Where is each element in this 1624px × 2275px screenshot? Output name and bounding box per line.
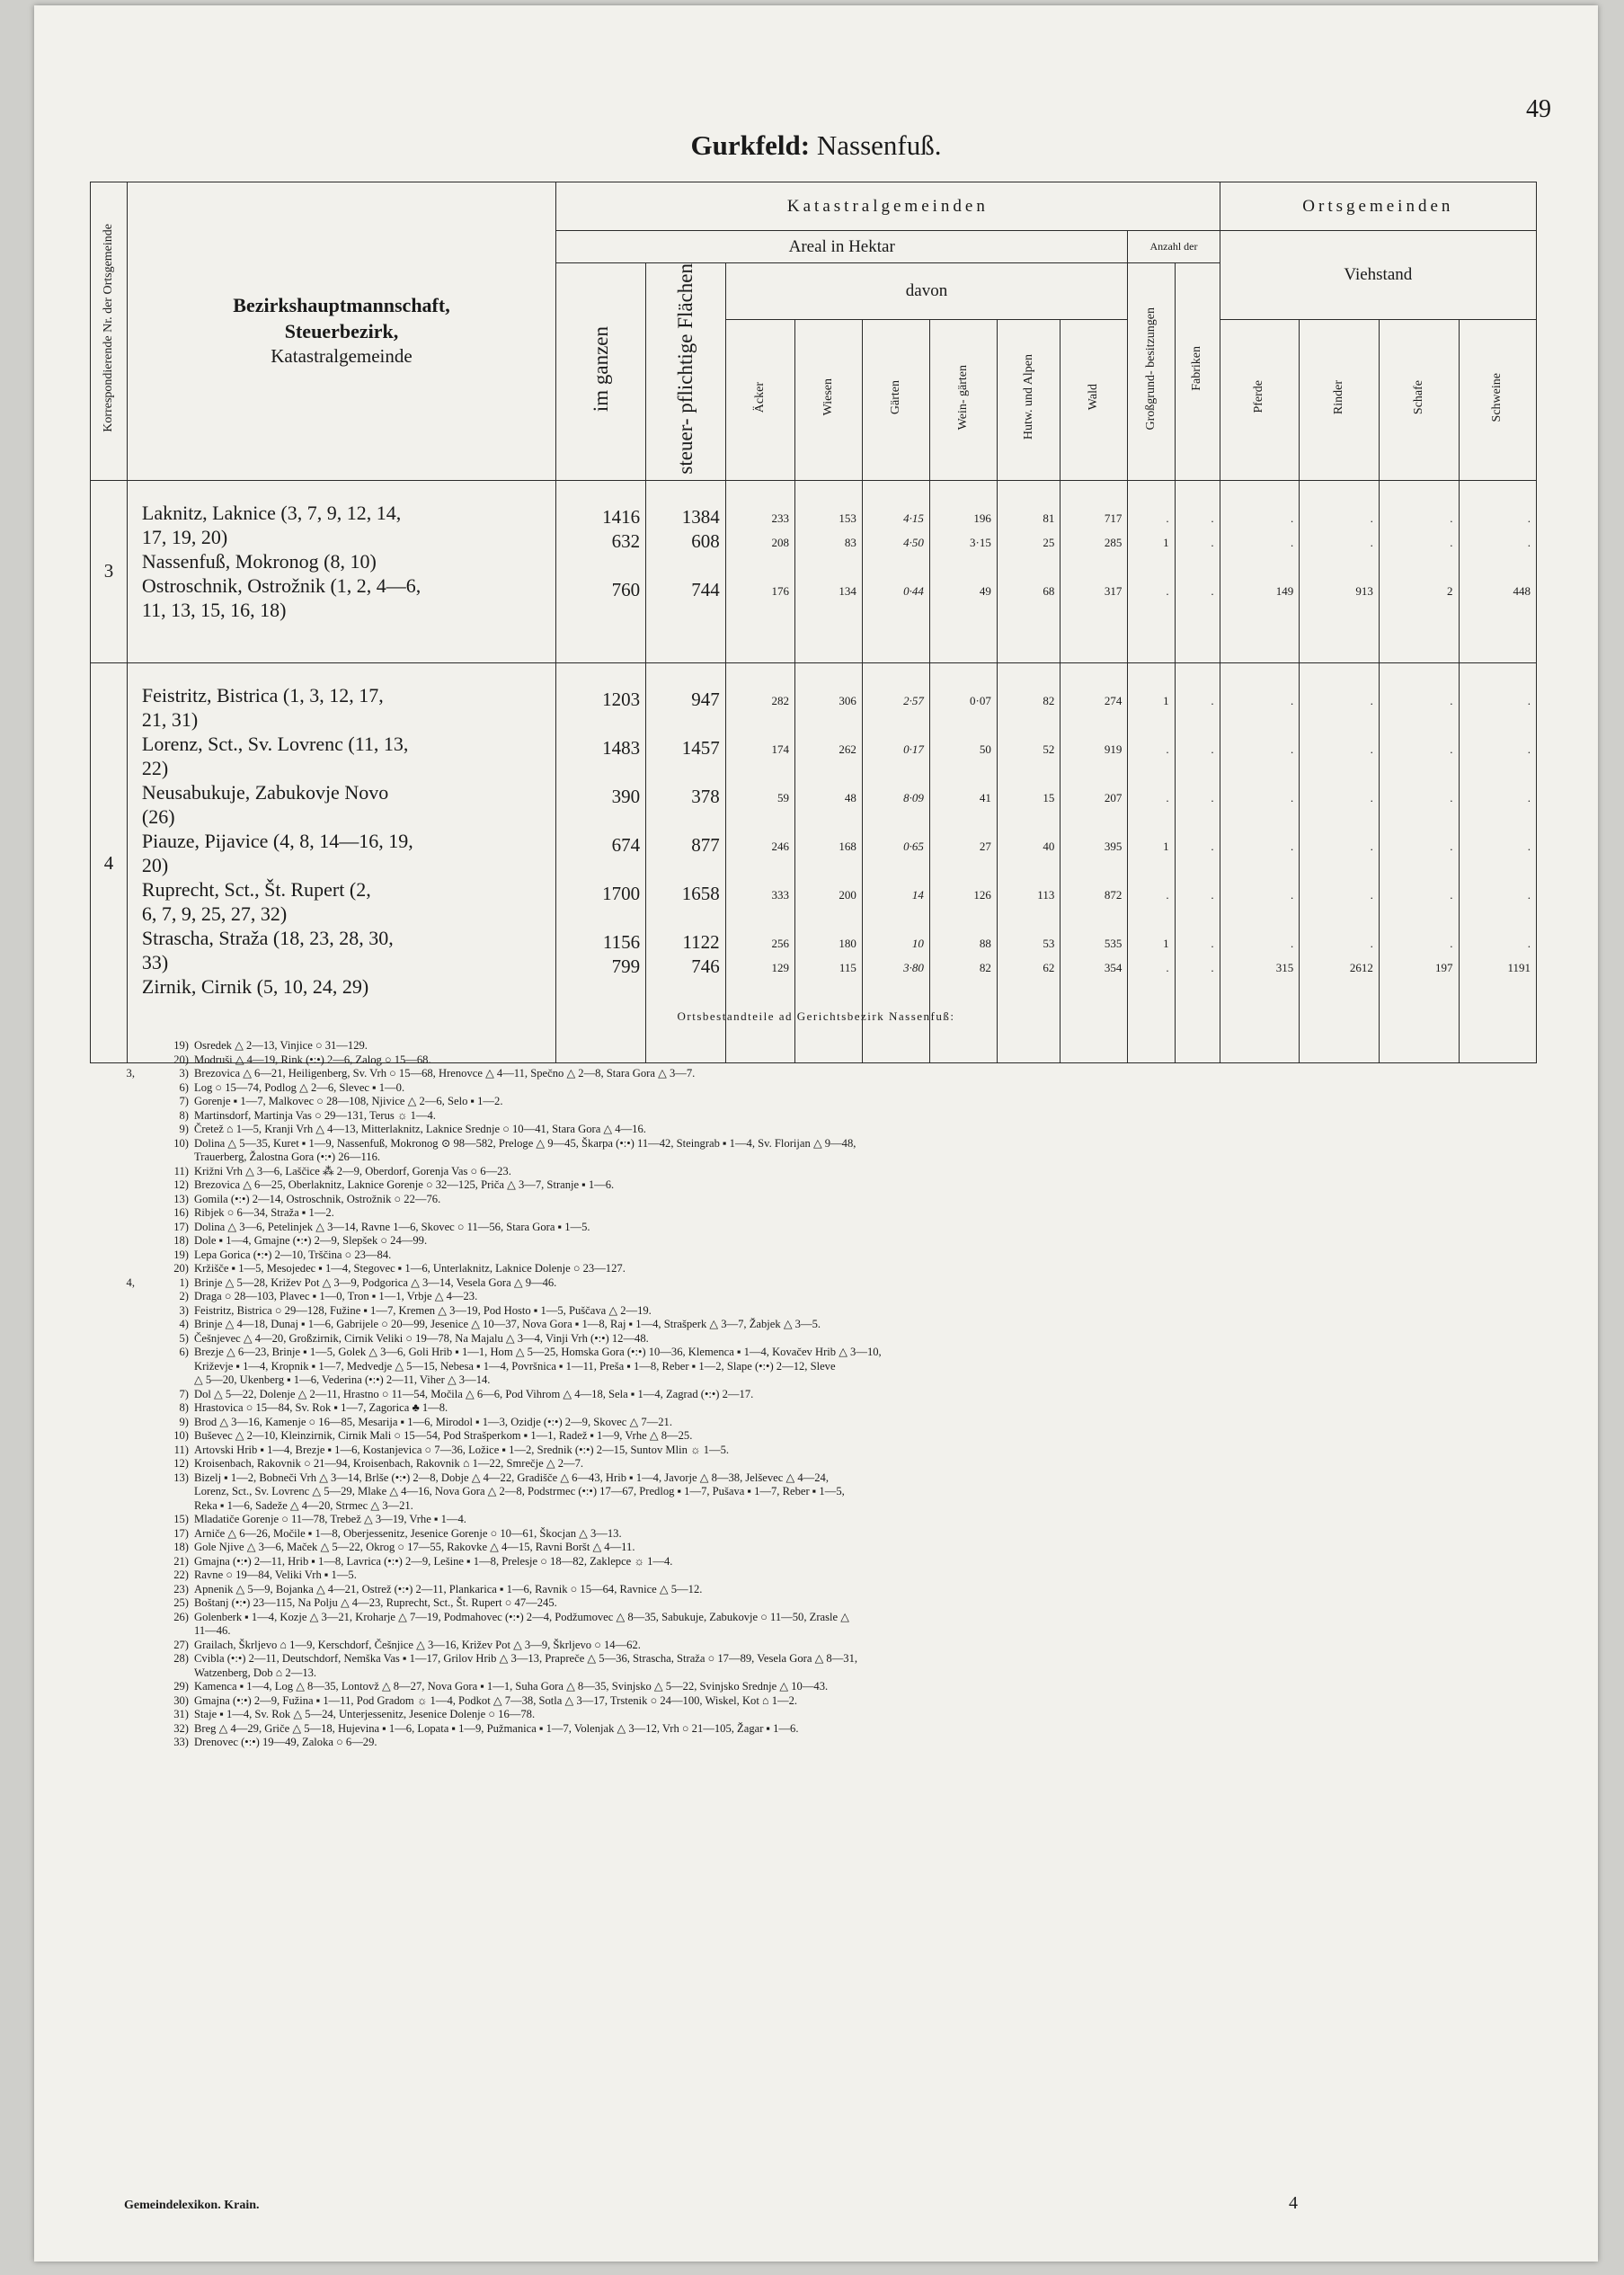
section-number: 13) xyxy=(173,1471,189,1484)
list-item xyxy=(122,1165,1524,1179)
katastralgemeinden-header: Katastralgemeinden xyxy=(556,182,1220,231)
locality-text: Kroisenbach, Rakovnik ○ 21—94, Kroisenbach, Rakovnik ⌂ 1—22, Smrečje △ 2—7. xyxy=(194,1457,584,1470)
page-title xyxy=(34,129,1598,162)
locality-text: Brod △ 3—16, Kamenje ○ 16—85, Mesarija ▪ 1—6, Mirodol ▪ 1—3, Ozidje (•:•) 2—9, Skovec △ 7—21. xyxy=(194,1415,672,1428)
acker-values: 282 174 59 246 333 256 129 xyxy=(725,663,794,1063)
locality-text: Gole Njive △ 3—6, Maček △ 5—22, Okrog ○ 17—55, Rakovke △ 4—15, Ravni Boršt △ 4—11. xyxy=(194,1541,635,1553)
locality-text: Dolina △ 3—6, Petelinjek △ 3—14, Ravne 1—6, Skovec ○ 11—56, Stara Gora ▪ 1—5. xyxy=(194,1220,590,1233)
section-number: 3) xyxy=(179,1303,189,1317)
table-row-group-4 xyxy=(91,663,1537,1063)
locality-text: Brezovica △ 6—21, Heiligenberg, Sv. Vrh ○ 15—68, Hrenovce △ 4—11, Spečno △ 2—8, Stara Gora △ 3—7. xyxy=(194,1067,696,1080)
section-number: 8) xyxy=(179,1401,189,1414)
section-number: 10) xyxy=(173,1429,189,1442)
steuerpflichtig-values: 1384 608 744 xyxy=(646,480,726,663)
schafe-values: . . . . . . 197 xyxy=(1379,663,1459,1063)
hutweiden-values: 82 52 15 40 113 53 62 xyxy=(997,663,1060,1063)
list-item xyxy=(122,1360,1524,1374)
section-number: 31) xyxy=(173,1708,189,1720)
list-item xyxy=(122,1583,1524,1597)
locality-text: Buševec △ 2—10, Kleinzirnik, Cirnik Mali ○ 15—54, Pod Strašperkom ▪ 1—1, Radež ▪ 1—9, Vrhe △ 8—25. xyxy=(194,1429,693,1442)
im-ganzen-values: 1416 632 760 xyxy=(556,480,646,663)
section-number: 21) xyxy=(173,1554,189,1568)
section-number: 25) xyxy=(173,1596,189,1609)
list-item xyxy=(122,1471,1524,1486)
section-number: 15) xyxy=(173,1513,189,1525)
list-item xyxy=(122,1652,1524,1666)
section-number: 1) xyxy=(179,1275,189,1289)
list-item xyxy=(122,1249,1524,1263)
locality-text: Arniče △ 6—26, Močile ▪ 1—8, Oberjessenitz, Jesenice Gorenje ○ 10—61, Škocjan △ 3—13. xyxy=(194,1526,622,1540)
locality-text: Apnenik △ 5—9, Bojanka △ 4—21, Ostrež (•:•) 2—11, Plankarica ▪ 1—6, Ravnik ○ 15—64, Ravnice △ 5—12. xyxy=(194,1582,703,1595)
list-item xyxy=(122,1694,1524,1709)
section-number: 19) xyxy=(173,1248,189,1261)
locality-text: Gmajna (•:•) 2—9, Fužina ▪ 1—11, Pod Gradom ☼ 1—4, Podkot △ 7—38, Sotla △ 3—17, Trstenik ○ 24—100, Wiskel, Kot ⌂ 1—2. xyxy=(194,1693,798,1707)
locality-text: Kamenca ▪ 1—4, Log △ 8—35, Lontovž △ 8—27, Nova Gora ▪ 1—1, Suha Gora △ 8—35, Svinjsko △ 5—22, Svinjsko Srednje △ 10—43. xyxy=(194,1680,829,1693)
list-item xyxy=(122,1611,1524,1625)
list-item xyxy=(122,1332,1524,1346)
list-item xyxy=(122,1513,1524,1527)
locality-text: Staje ▪ 1—4, Sv. Rok △ 5—24, Unterjessenitz, Jesenice Dolenje ○ 16—78. xyxy=(194,1708,536,1720)
fabriken-values: . . . . . . . xyxy=(1175,663,1220,1063)
locality-text: Watzenberg, Dob ⌂ 2—13. xyxy=(194,1666,317,1679)
steuerpflichtig-header: steuer- pflichtige Flächen xyxy=(646,263,726,481)
acker-header: Äcker xyxy=(725,319,794,480)
locality-text: Brezje △ 6—23, Brinje ▪ 1—5, Golek △ 3—6, Goli Hrib ▪ 1—1, Hom △ 5—25, Homska Gora (•:•) 10—36, Klemenca ▪ 1—4, Kovačev Hrib △ 3—10, xyxy=(194,1346,882,1358)
im-ganzen-values: 1203 1483 390 674 1700 1156 799 xyxy=(556,663,646,1063)
locality-text: Boštanj (•:•) 23—115, Na Polju △ 4—23, Ruprecht, Sct., Št. Rupert ○ 47—245. xyxy=(194,1596,557,1609)
davon-header: davon xyxy=(725,263,1128,320)
section-number: 7) xyxy=(179,1095,189,1107)
weingaerten-header: Wein- gärten xyxy=(929,319,997,480)
section-number: 7) xyxy=(179,1387,189,1400)
section-number: 23) xyxy=(173,1582,189,1595)
locality-text: Drenovec (•:•) 19—49, Zaloka ○ 6—29. xyxy=(194,1736,377,1748)
katastral-names: Feistritz, Bistrica (1, 3, 12, 17, 21, 31) Lorenz, Sct., Sv. Lovrenc (11, 13, 22) Neusabukuje, Zabukovje Novo (26) Piauze, Pijavice (4, 8, 14—16, 19, 20) Ruprecht, Sct., Št. Rupert (2, 6, 7, 9, 25, 27, 32) Strascha, Straža (18, 23, 28, 30, 33) Zirnik, Cirnik (5, 10, 24, 29) xyxy=(127,663,555,1063)
locality-text: Ravne ○ 19—84, Veliki Vrh ▪ 1—5. xyxy=(194,1569,357,1581)
section-number: 30) xyxy=(173,1693,189,1707)
rinder-values: . . 913 xyxy=(1300,480,1380,663)
footer-publication: Gemeindelexikon. Krain. xyxy=(124,2199,260,2212)
wald-header: Wald xyxy=(1060,319,1128,480)
locality-text: Gomila (•:•) 2—14, Ostroschnik, Ostrožnik ○ 22—76. xyxy=(194,1192,441,1205)
locality-text: Cvibla (•:•) 2—11, Deutschdorf, Nemška Vas ▪ 1—17, Grilov Hrib △ 3—13, Prapreče △ 5—36, Strascha, Straža ○ 17—89, Vesela Gora △ 8—31, xyxy=(194,1652,858,1665)
list-item xyxy=(122,1318,1524,1332)
section-number: 17) xyxy=(173,1220,189,1233)
pferde-values: . . 149 xyxy=(1220,480,1300,663)
list-item xyxy=(122,1457,1524,1471)
gaerten-values: 2·57 0·17 8·09 0·65 14 10 3·80 xyxy=(862,663,929,1063)
locality-text: Artovski Hrib ▪ 1—4, Brezje ▪ 1—6, Kostanjevica ○ 7—36, Ložice ▪ 1—2, Srednik (•:•) 2—15, Suntov Mlin ☼ 1—5. xyxy=(194,1443,730,1456)
section-number: 8) xyxy=(179,1108,189,1122)
list-item xyxy=(122,1666,1524,1681)
section-number: 3) xyxy=(179,1067,189,1080)
wald-values: 274 919 207 395 872 535 354 xyxy=(1060,663,1128,1063)
list-item xyxy=(122,1373,1524,1388)
section-number: 12) xyxy=(173,1457,189,1470)
locality-text: Gorenje ▪ 1—7, Malkovec ○ 28—108, Njivice △ 2—6, Selo ▪ 1—2. xyxy=(194,1095,503,1107)
list-item xyxy=(122,1429,1524,1444)
section-number: 10) xyxy=(173,1136,189,1150)
locality-text: Feistritz, Bistrica ○ 29—128, Fužine ▪ 1—7, Kremen △ 3—19, Pod Hosto ▪ 1—5, Puščava △ 2—19. xyxy=(194,1303,652,1317)
locality-text: Lorenz, Sct., Sv. Lovrenc △ 5—29, Mlake △ 4—16, Nova Gora △ 2—8, Podstrmec (•:•) 17—67, Predlog ▪ 1—7, Pušava ▪ 1—7, Reber ▪ 1—5, xyxy=(194,1485,845,1497)
section-number: 5) xyxy=(179,1331,189,1345)
korresp-nr-header: Korrespondierende Nr. der Ortsgemeinde xyxy=(91,182,128,481)
locality-text: Brezovica △ 6—25, Oberlaknitz, Laknice Gorenje ○ 32—125, Priča △ 3—7, Stranje ▪ 1—6. xyxy=(194,1178,615,1191)
katastral-names: Laknitz, Laknice (3, 7, 9, 12, 14, 17, 19, 20) Nassenfuß, Mokronog (8, 10) Ostroschnik, Ostrožnik (1, 2, 4—6, 11, 13, 15, 16, 18) xyxy=(127,480,555,663)
areal-header: Areal in Hektar xyxy=(556,231,1128,263)
locality-text: Log ○ 15—74, Podlog △ 2—6, Slevec ▪ 1—0. xyxy=(194,1080,405,1094)
section-number: 16) xyxy=(173,1206,189,1219)
locality-text: Martinsdorf, Martinja Vas ○ 29—131, Terus ☼ 1—4. xyxy=(194,1108,436,1122)
rinder-header: Rinder xyxy=(1300,319,1380,480)
locality-text: Grailach, Škrljevo ⌂ 1—9, Kerschdorf, Češnjice △ 3—16, Križev Pot △ 3—9, Škrljevo ○ 14—62. xyxy=(194,1638,641,1651)
locality-text: Dolina △ 5—35, Kuret ▪ 1—9, Nassenfuß, Mokronog ⊙ 98—582, Preloge △ 9—45, Škarpa (•:•) 11—42, Steingrab ▪ 1—4, Sv. Florijan △ 9—48, xyxy=(194,1136,856,1150)
schweine-values: . . 448 xyxy=(1459,480,1537,663)
title-court-district: Nassenfuß. xyxy=(816,129,942,161)
statistics-table xyxy=(90,182,1537,999)
section-number: 26) xyxy=(173,1610,189,1623)
page-number: 49 xyxy=(1526,95,1551,123)
schafe-header: Schafe xyxy=(1379,319,1459,480)
section-number: 9) xyxy=(179,1415,189,1428)
list-item xyxy=(122,1736,1524,1750)
list-item xyxy=(122,1541,1524,1555)
list-item xyxy=(122,1596,1524,1611)
list-item xyxy=(122,1624,1524,1639)
im-ganzen-header: im ganzen xyxy=(556,263,646,481)
gaerten-values: 4·15 4·50 0·44 xyxy=(862,480,929,663)
list-item xyxy=(122,1081,1524,1096)
list-item xyxy=(122,1221,1524,1235)
ortsbestandteile-list xyxy=(122,1039,1524,1750)
grossgrund-values: 1 . . 1 . 1 . xyxy=(1128,663,1175,1063)
pferde-values: . . . . . . 315 xyxy=(1220,663,1300,1063)
list-item xyxy=(122,1401,1524,1416)
hutweiden-values: 81 25 68 xyxy=(997,480,1060,663)
locality-text: Modruši △ 4—19, Rink (•:•) 2—6, Zalog ○ 15—68. xyxy=(194,1053,431,1066)
document-page xyxy=(34,5,1598,2262)
group-number: 3 xyxy=(91,480,128,663)
section-number: 4) xyxy=(179,1318,189,1330)
section-number: 11) xyxy=(173,1443,189,1456)
hutweiden-header: Hutw. und Alpen xyxy=(997,319,1060,480)
locality-text: Golenberk ▪ 1—4, Kozje △ 3—21, Kroharje △ 7—19, Podmahovec (•:•) 2—4, Podžumovec △ 8—35, Sabukuje, Zabukovje ○ 11—50, Zrasle △ xyxy=(194,1610,849,1623)
ortsgemeinden-header: Ortsgemeinden xyxy=(1220,182,1536,231)
locality-text: Bizelj ▪ 1—2, Bobneči Vrh △ 3—14, Brlše (•:•) 2—8, Dobje △ 4—22, Gradišče △ 6—43, Hrib ▪ 1—4, Javorje △ 8—38, Jelševec △ 4—24, xyxy=(194,1471,829,1484)
locality-text: Dole ▪ 1—4, Gmajne (•:•) 2—9, Slepšek ○ 24—99. xyxy=(194,1234,428,1247)
steuerpflichtig-values: 947 1457 378 877 1658 1122 746 xyxy=(646,663,726,1063)
wald-values: 717 285 317 xyxy=(1060,480,1128,663)
list-item xyxy=(122,1708,1524,1722)
locality-text: Osredek △ 2—13, Vinjice ○ 31—129. xyxy=(194,1039,368,1052)
section-number: 28) xyxy=(173,1652,189,1665)
section-number: 33) xyxy=(173,1736,189,1748)
section-number: 29) xyxy=(173,1680,189,1693)
list-item xyxy=(122,1304,1524,1319)
locality-text: Ribjek ○ 6—34, Straža ▪ 1—2. xyxy=(194,1206,334,1219)
list-item xyxy=(122,1388,1524,1402)
locality-text: Češnjevec △ 4—20, Großzirnik, Cirnik Veliki ○ 19—78, Na Majalu △ 3—4, Vinji Vrh (•:•) 12—48. xyxy=(194,1331,649,1345)
locality-text: Dol △ 5—22, Dolenje △ 2—11, Hrastno ○ 11—54, Močila △ 6—6, Pod Vihrom △ 4—18, Sela ▪ 1—4, Zagrad (•:•) 2—17. xyxy=(194,1387,754,1400)
list-item xyxy=(122,1444,1524,1458)
district-number: 3, xyxy=(126,1067,135,1080)
locality-text: Breg △ 4—29, Griče △ 5—18, Hujevina ▪ 1—6, Lopata ▪ 1—9, Pužmanica ▪ 1—7, Volenjak △ 3—12, Vrh ○ 21—105, Žagar ▪ 1—6. xyxy=(194,1721,799,1735)
grossgrund-values: . 1 . xyxy=(1128,480,1175,663)
locality-text: Brinje △ 4—18, Dunaj ▪ 1—6, Gabrijele ○ 20—99, Jesenice △ 10—37, Nova Gora ▪ 1—8, Raj ▪ 1—4, Strašperk △ 3—7, Žabjek △ 3—5. xyxy=(194,1318,821,1330)
section-number: 2) xyxy=(179,1290,189,1302)
list-item xyxy=(122,1151,1524,1165)
list-item xyxy=(122,1095,1524,1109)
locality-text: 11—46. xyxy=(194,1624,231,1637)
schweine-values: . . . . . . 1191 xyxy=(1459,663,1537,1063)
locality-text: Križevje ▪ 1—4, Kropnik ▪ 1—7, Medvedje △ 5—15, Nebesa ▪ 1—4, Površnica ▪ 1—11, Preša ▪ 1—8, Reber ▪ 1—2, Slape (•:•) 2—12, Sleve xyxy=(194,1359,836,1373)
list-item xyxy=(122,1193,1524,1207)
list-item xyxy=(122,1569,1524,1583)
schafe-values: . . 2 xyxy=(1379,480,1459,663)
rinder-values: . . . . . . 2612 xyxy=(1300,663,1380,1063)
group-number: 4 xyxy=(91,663,128,1063)
locality-text: Križni Vrh △ 3—6, Laščice ⁂ 2—9, Oberdorf, Gorenja Vas ○ 6—23. xyxy=(194,1164,511,1177)
section-number: 22) xyxy=(173,1569,189,1581)
fabriken-header: Fabriken xyxy=(1175,263,1220,481)
section-number: 27) xyxy=(173,1638,189,1651)
pferde-header: Pferde xyxy=(1220,319,1300,480)
locality-text: Čretež ⌂ 1—5, Kranji Vrh △ 4—13, Mitterlaknitz, Laknice Srednje ○ 10—41, Stara Gora △ 4—16. xyxy=(194,1123,646,1135)
list-item xyxy=(122,1639,1524,1653)
weingaerten-values: 196 3·15 49 xyxy=(929,480,997,663)
locality-text: Gmajna (•:•) 2—11, Hrib ▪ 1—8, Lavrica (•:•) 2—9, Lešine ▪ 1—8, Prelesje ○ 18—82, Zaklepce ☼ 1—4. xyxy=(194,1554,673,1568)
table-row-group-3 xyxy=(91,480,1537,663)
locality-text: Kržišče ▪ 1—5, Mesojedec ▪ 1—4, Stegovec ▪ 1—6, Unterlaknitz, Laknice Dolenje ○ 23—127. xyxy=(194,1262,626,1275)
section-number: 19) xyxy=(173,1039,189,1052)
list-item xyxy=(122,1262,1524,1276)
title-district: Gurkfeld: xyxy=(690,129,811,161)
weingaerten-values: 0·07 50 41 27 126 88 82 xyxy=(929,663,997,1063)
list-item xyxy=(122,1499,1524,1514)
list-item xyxy=(122,1722,1524,1737)
section-number: 13) xyxy=(173,1192,189,1205)
section-number: 18) xyxy=(173,1234,189,1247)
list-item xyxy=(122,1527,1524,1542)
section-number: 17) xyxy=(173,1526,189,1540)
locality-text: Brinje △ 5—28, Križev Pot △ 3—9, Podgorica △ 3—14, Vesela Gora △ 9—46. xyxy=(194,1275,557,1289)
wiesen-header: Wiesen xyxy=(794,319,862,480)
footer-signature: 4 xyxy=(1289,2193,1298,2213)
wiesen-values: 153 83 134 xyxy=(794,480,862,663)
section-number: 32) xyxy=(173,1721,189,1735)
list-item xyxy=(122,1206,1524,1221)
anzahl-header: Anzahl der xyxy=(1128,231,1220,263)
list-item xyxy=(122,1485,1524,1499)
list-item xyxy=(122,1234,1524,1249)
list-item xyxy=(122,1123,1524,1137)
list-item xyxy=(122,1555,1524,1569)
section-number: 11) xyxy=(173,1164,189,1177)
section-number: 18) xyxy=(173,1541,189,1553)
grossgrund-header: Großgrund- besitzungen xyxy=(1128,263,1175,481)
section-number: 12) xyxy=(173,1178,189,1191)
district-number: 4, xyxy=(126,1275,135,1289)
locality-text: Trauerberg, Žalostna Gora (•:•) 26—116. xyxy=(194,1151,381,1163)
viehstand-header: Viehstand xyxy=(1220,231,1536,320)
list-item xyxy=(122,1416,1524,1430)
list-item xyxy=(122,1178,1524,1193)
locality-text: Draga ○ 28—103, Plavec ▪ 1—0, Tron ▪ 1—1, Vrbje △ 4—23. xyxy=(194,1290,478,1302)
locality-text: △ 5—20, Ukenberg ▪ 1—6, Vederina (•:•) 2—11, Viher △ 3—14. xyxy=(194,1373,491,1386)
locality-text: Reka ▪ 1—6, Sadeže △ 4—20, Strmec △ 3—21. xyxy=(194,1498,413,1512)
list-item xyxy=(122,1680,1524,1694)
list-item xyxy=(122,1290,1524,1304)
ortsbestandteile-heading: Ortsbestandteile ad Gerichtsbezirk Nassenfuß: xyxy=(677,1009,955,1023)
list-item xyxy=(122,1109,1524,1124)
section-number: 9) xyxy=(179,1123,189,1135)
fabriken-values: . . . xyxy=(1175,480,1220,663)
list-item xyxy=(122,1067,1524,1081)
list-item xyxy=(122,1346,1524,1360)
gaerten-header: Gärten xyxy=(862,319,929,480)
locality-text: Mladatiče Gorenje ○ 11—78, Trebež △ 3—19, Vrhe ▪ 1—4. xyxy=(194,1513,466,1525)
bezirk-header: Bezirkshauptmannschaft, Steuerbezirk, Katastralgemeinde xyxy=(127,182,555,481)
section-number: 6) xyxy=(179,1346,189,1358)
section-number: 6) xyxy=(179,1080,189,1094)
section-number: 20) xyxy=(173,1053,189,1066)
locality-text: Hrastovica ○ 15—84, Sv. Rok ▪ 1—7, Zagorica ♣ 1—8. xyxy=(194,1401,448,1414)
acker-values: 233 208 176 xyxy=(725,480,794,663)
list-item xyxy=(122,1039,1524,1053)
list-item xyxy=(122,1276,1524,1291)
schweine-header: Schweine xyxy=(1459,319,1537,480)
list-item xyxy=(122,1137,1524,1151)
wiesen-values: 306 262 48 168 200 180 115 xyxy=(794,663,862,1063)
list-item xyxy=(122,1053,1524,1068)
section-number: 20) xyxy=(173,1262,189,1275)
locality-text: Lepa Gorica (•:•) 2—10, Trščina ○ 23—84. xyxy=(194,1248,392,1261)
